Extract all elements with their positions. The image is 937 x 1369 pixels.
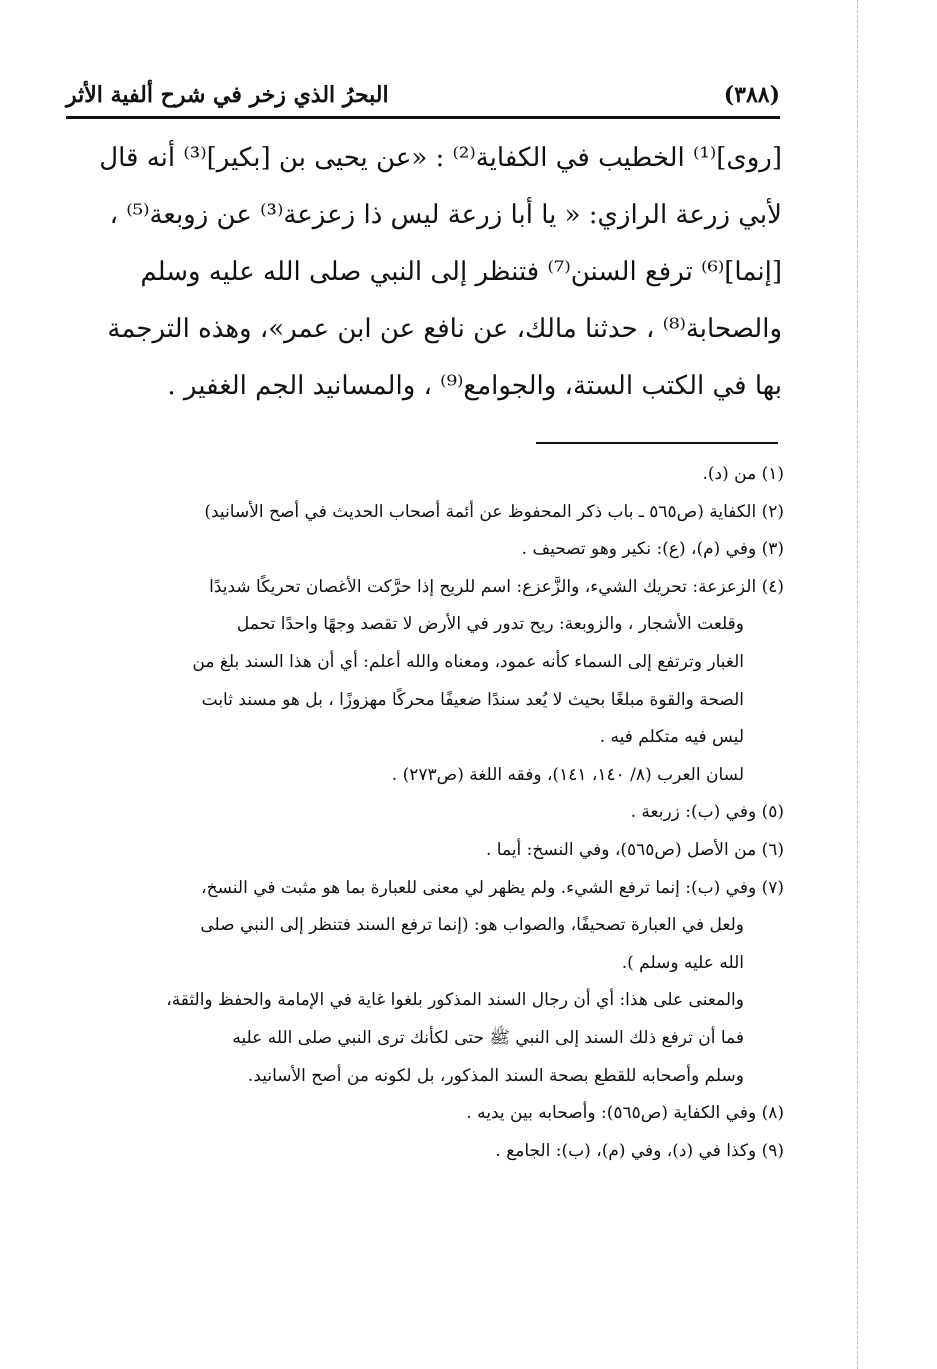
scan-guide-line — [857, 0, 858, 1369]
footnote-9 — [72, 1133, 784, 1171]
footnote-line: فما أن ترفع ذلك السند إلى النبي ﷺ حتى لكأنك ترى النبي صلى الله عليه — [232, 1027, 744, 1048]
footnote-line: ليس فيه متكلم فيه . — [599, 727, 744, 748]
footnote-2 — [72, 494, 784, 532]
footnote-line: (٣) وفي (م)، (ع): نكير وهو تصحيف . — [521, 539, 784, 560]
footnote-line: وسلم وأصحابه للقطع بصحة السند المذكور، بل لكونه من أصح الأسانيد. — [247, 1065, 744, 1086]
footnote-line: (٥) وفي (ب): زربعة . — [630, 802, 784, 823]
main-text-line: [إنما]⁽⁶⁾ ترفع السنن⁽⁷⁾ فتنظر إلى النبي صلى الله عليه وسلم — [140, 257, 782, 287]
footnote-separator — [536, 442, 778, 444]
main-text-line: لأبي زرعة الرازي: « يا أبا زرعة ليس ذا زعزعة⁽³⁾ عن زوبعة⁽⁵⁾ ، — [109, 200, 782, 230]
footnote-line: الغبار وترتفع إلى السماء كأنه عمود، ومعناه والله أعلم: أي أن هذا السند بلغ من — [192, 651, 744, 672]
footnote-4 — [72, 569, 784, 795]
footnotes — [72, 456, 784, 1170]
main-text-line: والصحابة⁽⁸⁾ ، حدثنا مالك، عن نافع عن ابن عمر»، وهذه الترجمة — [107, 314, 782, 344]
footnote-line: (٧) وفي (ب): إنما ترفع الشيء. ولم يظهر لي معنى للعبارة بما هو مثبت في النسخ، — [201, 877, 784, 898]
footnote-line: (٦) من الأصل (ص٥٦٥)، وفي النسخ: أيما . — [485, 839, 784, 860]
footnote-line: (١) من (د). — [702, 464, 784, 484]
footnote-5 — [72, 794, 784, 832]
footnote-6 — [72, 832, 784, 870]
footnote-line: (٢) الكفاية (ص٥٦٥ ـ باب ذكر المحفوظ عن أئمة أصحاب الحديث في أصح الأسانيد) — [204, 501, 784, 522]
running-title: البحرُ الذي زخر في شرح ألفية الأثر — [66, 82, 389, 108]
footnote-line: (٩) وكذا في (د)، وفي (م)، (ب): الجامع . — [495, 1140, 784, 1161]
footnote-line: (٨) وفي الكفاية (ص٥٦٥): وأصحابه بين يديه . — [466, 1103, 784, 1124]
main-text — [70, 130, 782, 415]
footnote-8 — [72, 1095, 784, 1133]
footnote-line: ولعل في العبارة تصحيفًا، والصواب هو: (إنما ترفع السند فتنظر إلى النبي صلى — [200, 915, 744, 936]
footnote-1 — [72, 456, 784, 494]
footnote-line: والمعنى على هذا: أي أن رجال السند المذكور بلغوا غاية في الإمامة والحفظ والثقة، — [166, 990, 744, 1011]
footnote-7 — [72, 870, 784, 1096]
page-header — [66, 78, 780, 114]
footnote-line: الله عليه وسلم ). — [621, 952, 744, 973]
main-text-line: بها في الكتب الستة، والجوامع⁽⁹⁾ ، والمسانيد الجم الغفير . — [167, 371, 782, 401]
main-text-line: [روى]⁽¹⁾ الخطيب في الكفاية⁽²⁾ : «عن يحيى بن [بكير]⁽³⁾ أنه قال — [99, 143, 782, 173]
footnote-line: لسان العرب (٨/ ١٤٠، ١٤١)، وفقه اللغة (ص٢٧٣) . — [391, 764, 744, 785]
footnote-line: الصحة والقوة مبلغًا بحيث لا يُعد سندًا ضعيفًا محركًا مهزوزًا ، بل هو مسند ثابت — [201, 689, 744, 710]
header-rule — [66, 116, 780, 119]
footnote-3 — [72, 531, 784, 569]
page-number: (٣٨٨) — [723, 82, 780, 108]
footnote-line: وقلعت الأشجار ، والزوبعة: ريح تدور في الأرض لا تقصد وجهًا واحدًا تحمل — [236, 614, 744, 635]
footnote-line: (٤) الزعزعة: تحريك الشيء، والزَّعزع: اسم للريح إذا حرَّكت الأغصان تحريكًا شديدًا — [209, 576, 784, 597]
